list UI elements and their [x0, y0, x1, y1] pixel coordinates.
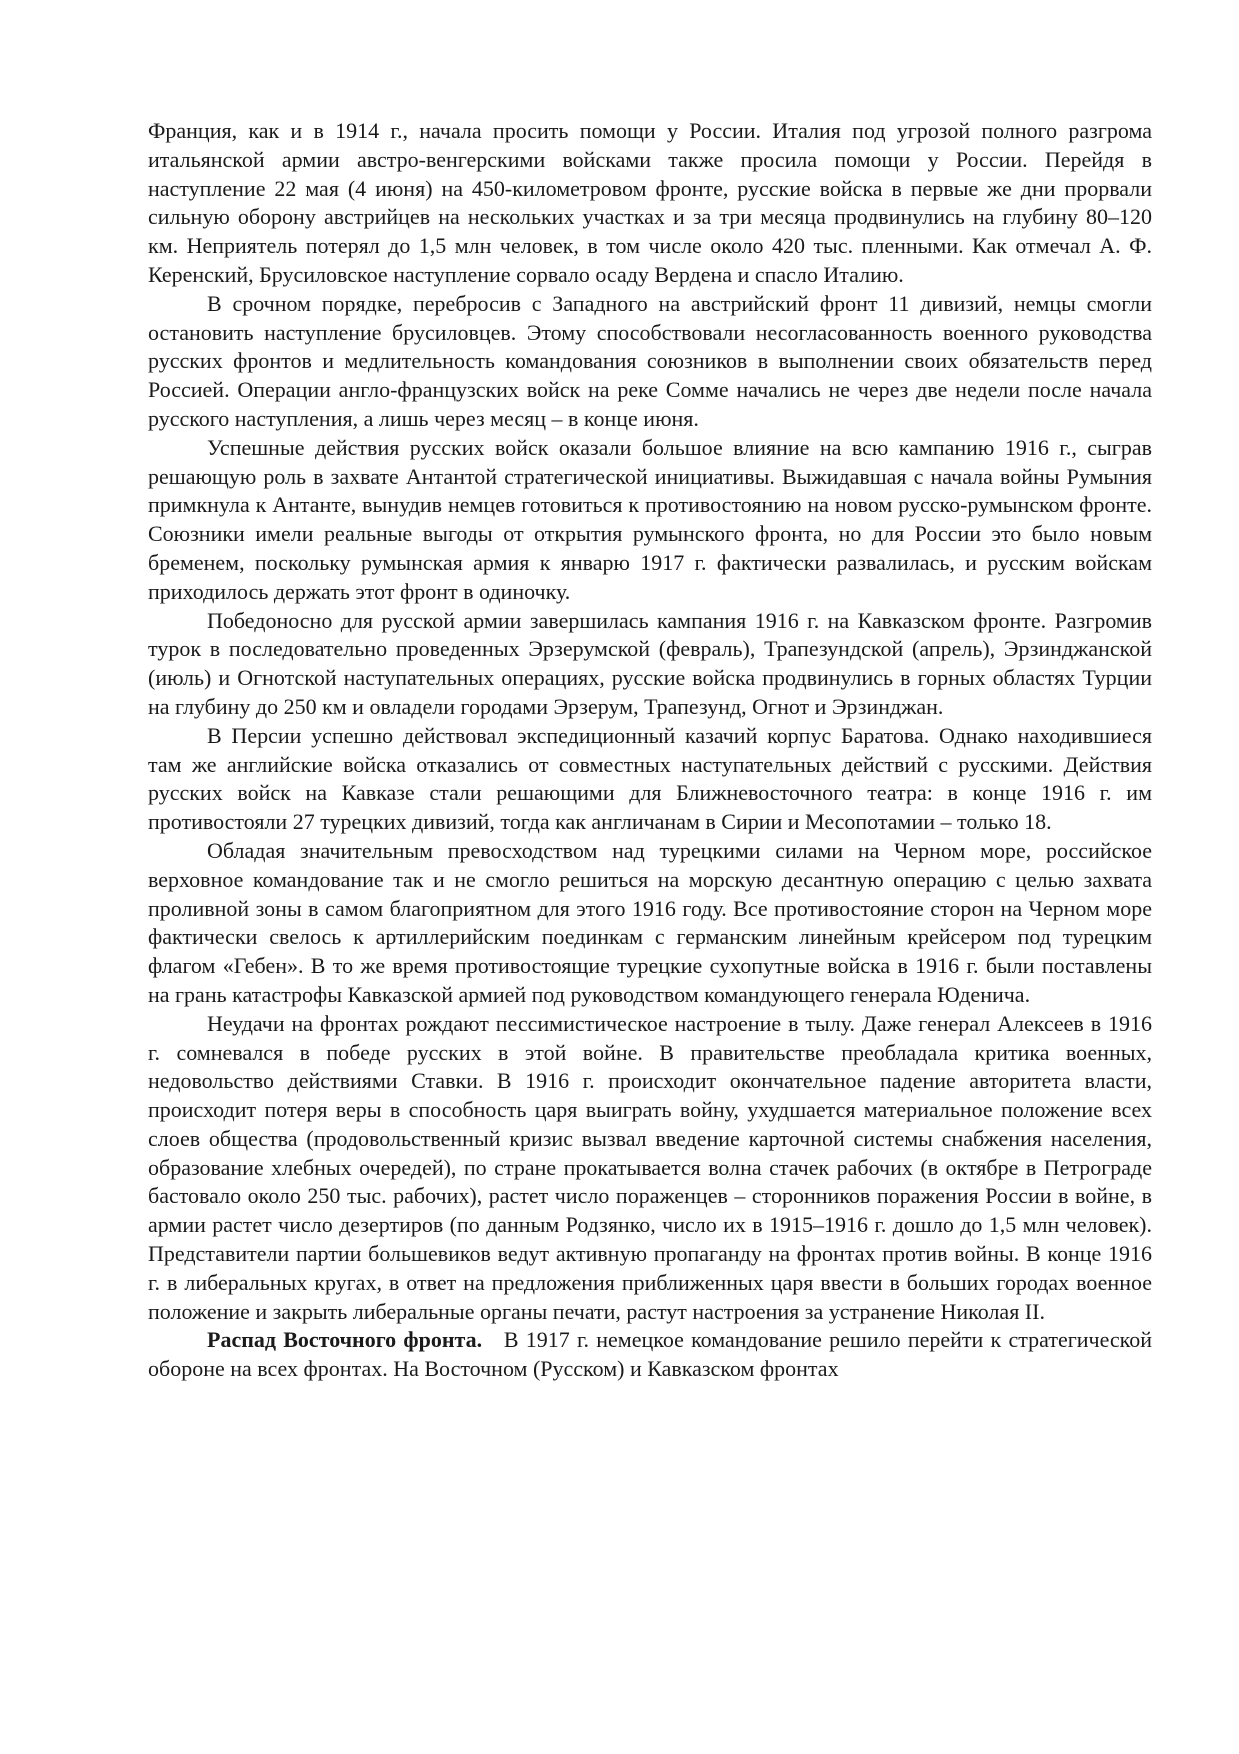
section-text: В 1917 г. немецкое командование решило перейти к стратегической обороне на всех фронтах. На Восточном (Русском) и Кавказском фронтах	[148, 1327, 1152, 1382]
paragraph-persia: В Персии успешно действовал экспедиционный казачий корпус Баратова. Однако находившиеся там же английские войска отказались от совместных наступательных действий с русскими. Действия русских войск на Кавказе стали решающими для Ближневосточного театра: в конце 1916 г. им противостояли 27 турецких дивизий, тогда как англичанам в Сирии и Месопотамии – только 18.	[148, 722, 1152, 835]
paragraph-caucasus-front: Победоносно для русской армии завершилась кампания 1916 г. на Кавказском фронте. Разгромив турок в последовательно проведенных Эрзерумской (февраль), Трапезундской (апрель), Эрзинджанской (июль) и Огнотской наступательных операциях, русские войска продвинулись в горных областях Турции на глубину до 250 км и овладели городами Эрзерум, Трапезунд, Огнот и Эрзинджан.	[148, 607, 1152, 719]
paragraph-black-sea: Обладая значительным превосходством над турецкими силами на Черном море, российское верховное командование так и не смогло решиться на морскую десантную операцию с целью захвата проливной зоны в самом благоприятном для этого 1916 году. Все противостояние сторон на Черном море фактически свелось к артиллерийским поединкам с германским линейным крейсером под турецким флагом «Гебен». В то же время противостоящие турецкие сухопутные войска в 1916 г. были поставлены на грань катастрофы Кавказской армией под руководством командующего генерала Юденича.	[148, 837, 1152, 1007]
paragraph-eastern-front-collapse	[148, 1326, 1152, 1384]
section-heading: Распад Восточного фронта.	[207, 1327, 483, 1353]
paragraph-france-italy: Франция, как и в 1914 г., начала просить помощи у России. Италия под угрозой полного разгрома итальянской армии австро-венгерскими войсками также просила помощи у России. Перейдя в наступление 22 мая (4 июня) на 450-километровом фронте, русские войска в первые же дни прорвали сильную оборону австрийцев на нескольких участках и за три месяца продвинулись на глубину 80–120 км. Неприятель потерял до 1,5 млн человек, в том числе около 420 тыс. пленными. Как отмечал А. Ф. Керенский, Брусиловское наступление сорвало осаду Вердена и спасло Италию.	[148, 118, 1152, 287]
paragraph-german-transfer: В срочном порядке, перебросив с Западного на австрийский фронт 11 дивизий, немцы смогли остановить наступление брусиловцев. Этому способствовали несогласованность военного руководства русских фронтов и медлительность командования союзников в выполнении своих обязательств перед Россией. Операции англо-французских войск на реке Сомме начались не через две недели после начала русского наступления, а лишь через месяц – в конце июня.	[148, 290, 1152, 431]
paragraph-campaign-1916: Успешные действия русских войск оказали большое влияние на всю кампанию 1916 г., сыграв решающую роль в захвате Антантой стратегической инициативы. Выжидавшая с начала войны Румыния примкнула к Антанте, вынудив немцев готовиться к противостоянию на новом русско-румынском фронте. Союзники имели реальные выгоды от открытия румынского фронта, но для России это было новым бременем, поскольку румынская армия к январю 1917 г. фактически развалилась, и русским войскам приходилось держать этот фронт в одиночку.	[148, 434, 1152, 604]
document-page	[148, 117, 1152, 1384]
paragraph-home-front: Неудачи на фронтах рождают пессимистическое настроение в тылу. Даже генерал Алексеев в 1916 г. сомневался в победе русских в этой войне. В правительстве преобладала критика военных, недовольство действиями Ставки. В 1916 г. происходит окончательное падение авторитета власти, происходит потеря веры в способность царя выиграть войну, ухудшается материальное положение всех слоев общества (продовольственный кризис вызвал введение карточной системы снабжения населения, образование хлебных очередей), по стране прокатывается волна стачек рабочих (в октябре в Петрограде бастовало около 250 тыс. рабочих), растет число пораженцев – сторонников поражения России в войне, в армии растет число дезертиров (по данным Родзянко, число их в 1915–1916 г. дошло до 1,5 млн человек). Представители партии большевиков ведут активную пропаганду на фронтах против войны. В конце 1916 г. в либеральных кругах, в ответ на предложения приближенных царя ввести в больших городах военное положение и закрыть либеральные органы печати, растут настроения за устранение Николая II.	[148, 1010, 1152, 1324]
